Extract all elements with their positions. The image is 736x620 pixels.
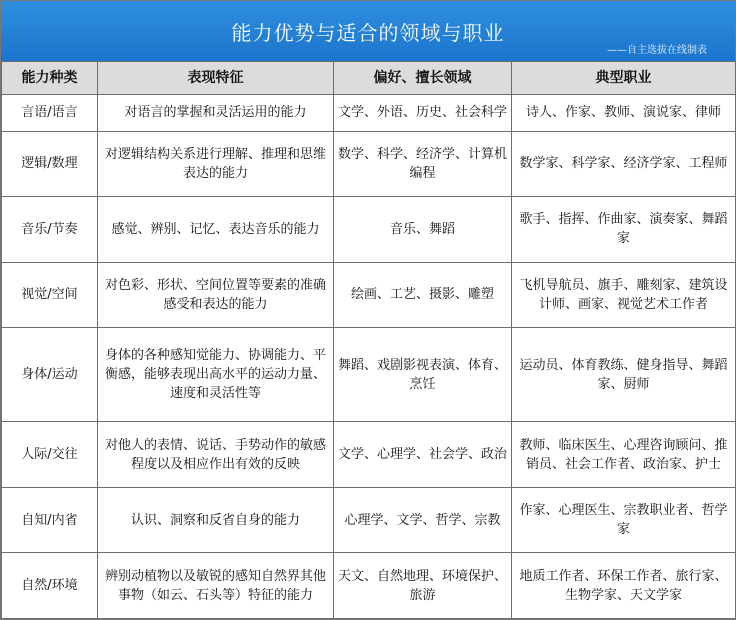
- traits-cell: 感觉、辨别、记忆、表达音乐的能力: [98, 197, 334, 263]
- ability-table: [1, 61, 736, 619]
- careers-cell: 飞机导航员、旗手、雕刻家、建筑设计师、画家、视觉艺术工作者: [512, 262, 736, 328]
- table-row: [2, 197, 736, 263]
- careers-cell: 诗人、作家、教师、演说家、律师: [512, 95, 736, 132]
- fields-cell: 绘画、工艺、摄影、雕塑: [334, 262, 512, 328]
- traits-cell: 对他人的表情、说话、手势动作的敏感程度以及相应作出有效的反映: [98, 422, 334, 488]
- careers-cell: 地质工作者、环保工作者、旅行家、生物学家、天文学家: [512, 553, 736, 619]
- ability-cell: 自然/环境: [2, 553, 98, 619]
- page-title: 能力优势与适合的领域与职业: [231, 21, 505, 45]
- table-row: [2, 487, 736, 553]
- table-row: [2, 328, 736, 422]
- traits-cell: 认识、洞察和反省自身的能力: [98, 487, 334, 553]
- ability-cell: 逻辑/数理: [2, 131, 98, 197]
- column-header-fields: 偏好、擅长领域: [334, 62, 512, 95]
- ability-cell: 人际/交往: [2, 422, 98, 488]
- traits-cell: 身体的各种感知觉能力、协调能力、平衡感，能够表现出高水平的运动力量、速度和灵活性等: [98, 328, 334, 422]
- ability-cell: 自知/内省: [2, 487, 98, 553]
- careers-cell: 数学家、科学家、经济学家、工程师: [512, 131, 736, 197]
- title-banner: [1, 1, 735, 61]
- column-header-traits: 表现特征: [98, 62, 334, 95]
- careers-cell: 歌手、指挥、作曲家、演奏家、舞蹈家: [512, 197, 736, 263]
- traits-cell: 辨别动植物以及敏锐的感知自然界其他事物（如云、石头等）特征的能力: [98, 553, 334, 619]
- fields-cell: 数学、科学、经济学、计算机编程: [334, 131, 512, 197]
- column-header-ability: 能力种类: [2, 62, 98, 95]
- ability-cell: 音乐/节奏: [2, 197, 98, 263]
- table-row: [2, 95, 736, 132]
- table-row: [2, 262, 736, 328]
- ability-cell: 言语/语言: [2, 95, 98, 132]
- table-row: [2, 422, 736, 488]
- fields-cell: 文学、心理学、社会学、政治: [334, 422, 512, 488]
- fields-cell: 天文、自然地理、环境保护、旅游: [334, 553, 512, 619]
- credit-note: ——自主选拔在线制表: [607, 45, 707, 56]
- ability-cell: 视觉/空间: [2, 262, 98, 328]
- table-row: [2, 131, 736, 197]
- fields-cell: 心理学、文学、哲学、宗教: [334, 487, 512, 553]
- traits-cell: 对色彩、形状、空间位置等要素的准确感受和表达的能力: [98, 262, 334, 328]
- careers-cell: 教师、临床医生、心理咨询顾问、推销员、社会工作者、政治家、护士: [512, 422, 736, 488]
- traits-cell: 对逻辑结构关系进行理解、推理和思维表达的能力: [98, 131, 334, 197]
- careers-cell: 作家、心理医生、宗教职业者、哲学家: [512, 487, 736, 553]
- careers-cell: 运动员、体育教练、健身指导、舞蹈家、厨师: [512, 328, 736, 422]
- table-row: [2, 553, 736, 619]
- fields-cell: 音乐、舞蹈: [334, 197, 512, 263]
- table-header-row: [2, 62, 736, 95]
- traits-cell: 对语言的掌握和灵活运用的能力: [98, 95, 334, 132]
- column-header-careers: 典型职业: [512, 62, 736, 95]
- table-body: [2, 95, 736, 619]
- ability-cell: 身体/运动: [2, 328, 98, 422]
- fields-cell: 文学、外语、历史、社会科学: [334, 95, 512, 132]
- fields-cell: 舞蹈、戏剧影视表演、体育、烹饪: [334, 328, 512, 422]
